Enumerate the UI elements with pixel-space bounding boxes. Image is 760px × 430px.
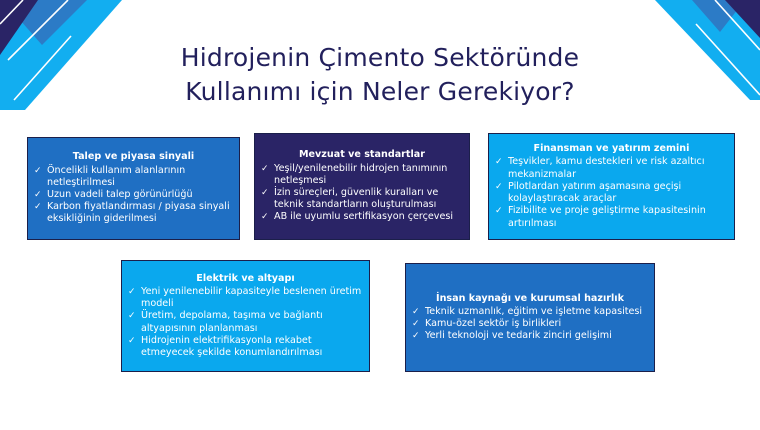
list-item: ✓ Üretim, depolama, taşıma ve bağlantı altyapısının planlanması <box>128 310 323 334</box>
card-human-resources-readiness <box>405 263 655 372</box>
check-icon: ✓ <box>128 311 136 322</box>
check-icon: ✓ <box>412 306 420 317</box>
check-icon: ✓ <box>495 206 503 217</box>
card-regulation-standards <box>254 133 470 240</box>
list-item: ✓ Teknik uzmanlık, eğitim ve işletme kapasitesi <box>412 305 643 317</box>
title-line-1: Hidrojenin Çimento Sektöründe <box>180 42 580 72</box>
card-list <box>34 165 233 226</box>
page-title <box>0 41 760 109</box>
check-icon: ✓ <box>34 202 42 213</box>
list-item: ✓ Öncelikli kullanım alanlarının netleştirilmesi <box>34 164 186 188</box>
check-icon: ✓ <box>495 181 503 192</box>
check-icon: ✓ <box>34 165 42 176</box>
card-heading: Elektrik ve altyapı <box>196 272 295 284</box>
list-item: ✓ Pilotlardan yatırım aşamasına geçişi kolaylaştıracak araçlar <box>495 180 682 205</box>
list-item: ✓ Yeni yenilenebilir kapasiteyle beslenen üretim modeli <box>128 285 362 310</box>
list-item: ✓ Kamu-özel sektör iş birlikleri <box>412 318 562 329</box>
card-list <box>128 286 363 359</box>
check-icon: ✓ <box>128 335 136 346</box>
list-item: ✓ Teşvikler, kamu destekleri ve risk azaltıcı mekanizmalar <box>495 156 705 180</box>
list-item: ✓ AB ile uyumlu sertifikasyon çerçevesi <box>261 211 454 223</box>
card-list <box>412 306 648 343</box>
check-icon: ✓ <box>495 157 503 168</box>
check-icon: ✓ <box>34 190 42 200</box>
list-item: ✓ İzin süreçleri, güvenlik kuralları ve teknik standartların oluşturulması <box>261 187 439 211</box>
card-list <box>495 156 728 229</box>
check-icon: ✓ <box>261 163 269 174</box>
check-icon: ✓ <box>261 212 269 223</box>
list-item: ✓ Yerli teknoloji ve tedarik zinciri gelişimi <box>412 330 612 342</box>
list-item: ✓ Uzun vadeli talep görünürlüğü <box>34 189 193 200</box>
card-heading: İnsan kaynağı ve kurumsal hazırlık <box>436 292 624 304</box>
check-icon: ✓ <box>261 188 269 198</box>
check-icon: ✓ <box>412 331 420 342</box>
card-heading: Mevzuat ve standartlar <box>299 149 425 161</box>
card-heading: Talep ve piyasa sinyali <box>72 151 195 163</box>
card-heading: Finansman ve yatırım zemini <box>533 143 690 155</box>
check-icon: ✓ <box>128 286 136 297</box>
title-line-2: Kullanımı için Neler Gerekiyor? <box>185 76 575 106</box>
card-demand-market-signal <box>27 137 240 240</box>
card-electricity-infrastructure <box>121 260 370 372</box>
check-icon: ✓ <box>412 319 420 329</box>
card-list <box>261 163 463 224</box>
card-finance-investment <box>488 133 735 240</box>
list-item: ✓ Karbon fiyatlandırması / piyasa sinyali eksikliğinin giderilmesi <box>34 201 230 225</box>
list-item: ✓ Yeşil/yenilenebilir hidrojen tanımının netleşmesi <box>261 162 448 186</box>
list-item: ✓ Hidrojenin elektrifikasyonla rekabet etmeyecek şekilde konumlandırılması <box>128 334 323 358</box>
list-item: ✓ Fizibilite ve proje geliştirme kapasitesinin artırılması <box>495 205 706 229</box>
